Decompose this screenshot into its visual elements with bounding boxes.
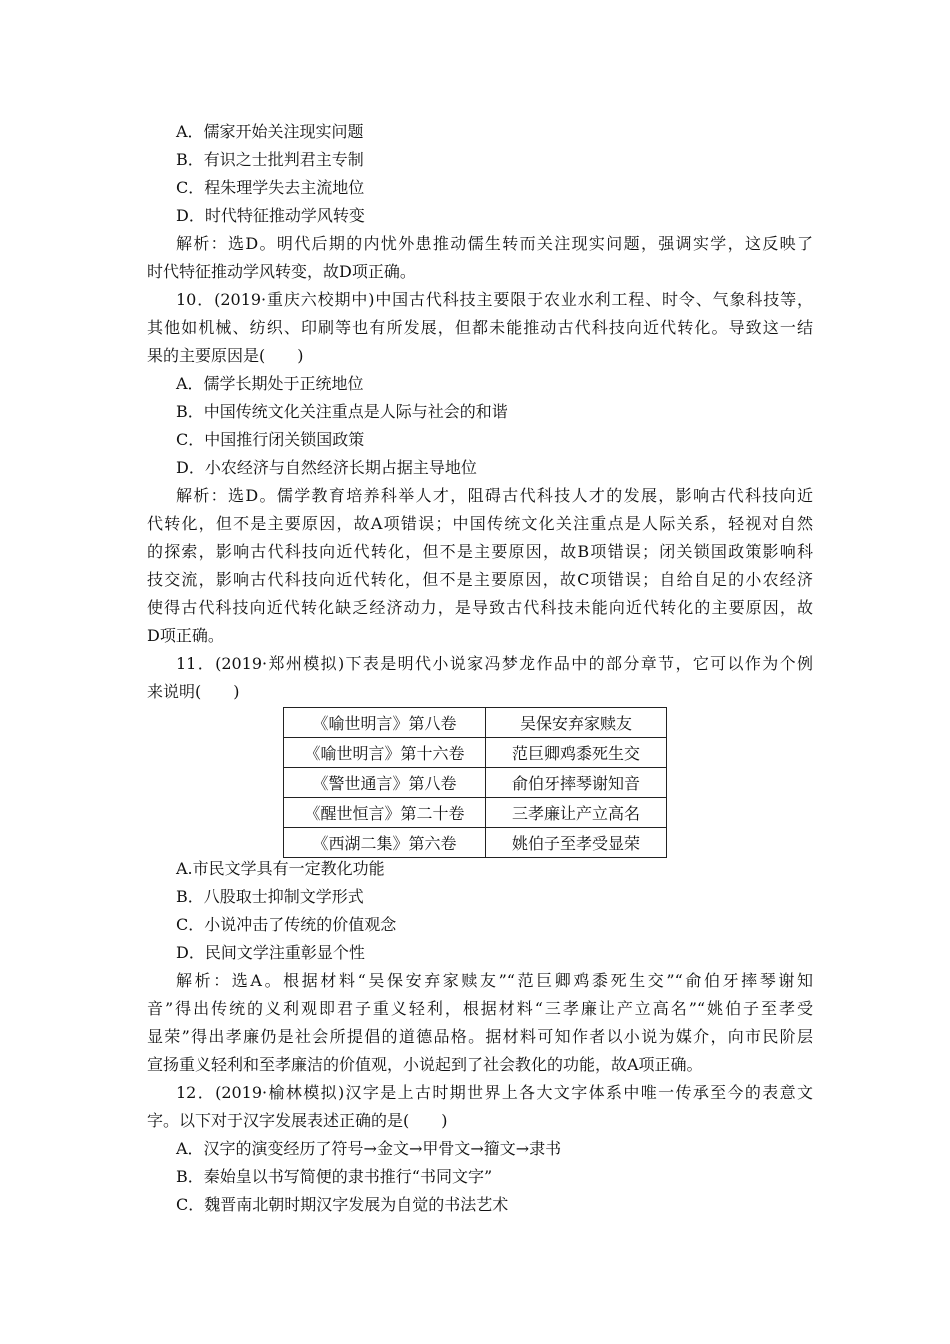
table-row (284, 708, 667, 738)
q10-analysis-line: 使得古代科技向近代转化缺乏经济动力，是导致古代科技未能向近代转化的主要原因，故 (147, 598, 813, 617)
table-cell-chapter: 范巨卿鸡黍死生交 (486, 738, 667, 768)
table-cell-chapter: 俞伯牙摔琴谢知音 (486, 768, 667, 798)
table-cell-chapter: 姚伯子至孝受显荣 (486, 828, 667, 858)
q10-analysis-line: 技交流，影响古代科技向近代转化，但不是主要原因，故C项错误；自给自足的小农经济 (147, 570, 813, 589)
q9-option-c: C．程朱理学失去主流地位 (176, 178, 365, 197)
q11-option-a: A.市民文学具有一定教化功能 (176, 859, 385, 878)
q10-option-d: D．小农经济与自然经济长期占据主导地位 (176, 458, 477, 477)
q9-option-d: D．时代特征推动学风转变 (176, 206, 365, 225)
table-cell-volume: 《警世通言》第八卷 (284, 768, 486, 798)
q10-analysis-line: 解析：选D。儒学教育培养科举人才，阻碍古代科技人才的发展，影响古代科技向近 (176, 486, 813, 505)
table-row (284, 798, 667, 828)
table-row (284, 828, 667, 858)
q11-analysis-line: 显荣”得出孝廉仍是社会所提倡的道德品格。据材料可知作者以小说为媒介，向市民阶层 (147, 1027, 813, 1046)
table-cell-volume: 《喻世明言》第八卷 (284, 708, 486, 738)
q10-analysis-line: 代转化，但不是主要原因，故A项错误；中国传统文化关注重点是人际关系，轻视对自然 (147, 514, 813, 533)
q10-option-a: A．儒学长期处于正统地位 (176, 374, 364, 393)
q10-analysis-line: D项正确。 (147, 626, 224, 645)
q12-option-c: C．魏晋南北朝时期汉字发展为自觉的书法艺术 (176, 1195, 509, 1214)
table-cell-volume: 《西湖二集》第六卷 (284, 828, 486, 858)
q11-analysis-line: 宣扬重义轻利和至孝廉洁的价值观，小说起到了社会教化的功能，故A项正确。 (147, 1055, 703, 1074)
table-row (284, 738, 667, 768)
q11-option-c: C．小说冲击了传统的价值观念 (176, 915, 397, 934)
q12-option-a: A．汉字的演变经历了符号→金文→甲骨文→籀文→隶书 (176, 1139, 562, 1158)
q9-option-b: B．有识之士批判君主专制 (176, 150, 364, 169)
q12-stem-line: 12．(2019·榆林模拟)汉字是上古时期世界上各大文字体系中唯一传承至今的表意文 (176, 1083, 813, 1102)
q11-table (283, 707, 667, 858)
q10-stem-line: 果的主要原因是( ) (147, 346, 304, 365)
table-cell-chapter: 吴保安弃家赎友 (486, 708, 667, 738)
q10-analysis-line: 的探索，影响古代科技向近代转化，但不是主要原因，故B项错误；闭关锁国政策影响科 (147, 542, 813, 561)
q9-analysis-line: 解析：选D。明代后期的内忧外患推动儒生转而关注现实问题，强调实学，这反映了 (176, 234, 813, 253)
q9-option-a: A．儒家开始关注现实问题 (176, 122, 364, 141)
q12-option-b: B．秦始皇以书写简便的隶书推行“书同文字” (176, 1167, 493, 1186)
q11-stem-line: 来说明( ) (147, 682, 240, 701)
q9-analysis-line: 时代特征推动学风转变，故D项正确。 (147, 262, 416, 281)
table-cell-chapter: 三孝廉让产立高名 (486, 798, 667, 828)
q11-analysis-line: 音”得出传统的义利观即君子重义轻利，根据材料“三孝廉让产立高名”“姚伯子至孝受 (147, 999, 813, 1018)
table-cell-volume: 《喻世明言》第十六卷 (284, 738, 486, 768)
table-cell-volume: 《醒世恒言》第二十卷 (284, 798, 486, 828)
q10-option-c: C．中国推行闭关锁国政策 (176, 430, 365, 449)
q11-analysis-line: 解析：选A。根据材料“吴保安弃家赎友”“范巨卿鸡黍死生交”“俞伯牙摔琴谢知 (176, 971, 813, 990)
q11-option-d: D．民间文学注重彰显个性 (176, 943, 365, 962)
q11-option-b: B．八股取士抑制文学形式 (176, 887, 364, 906)
q10-stem-line: 10．(2019·重庆六校期中)中国古代科技主要限于农业水利工程、时令、气象科技等， (176, 290, 813, 309)
q11-stem-line: 11．(2019·郑州模拟)下表是明代小说家冯梦龙作品中的部分章节，它可以作为个例 (176, 654, 813, 673)
q10-stem-line: 其他如机械、纺织、印刷等也有所发展，但都未能推动古代科技向近代转化。导致这一结 (147, 318, 813, 337)
table-row (284, 768, 667, 798)
q12-stem-line: 字。以下对于汉字发展表述正确的是( ) (147, 1111, 448, 1130)
q10-option-b: B．中国传统文化关注重点是人际与社会的和谐 (176, 402, 508, 421)
